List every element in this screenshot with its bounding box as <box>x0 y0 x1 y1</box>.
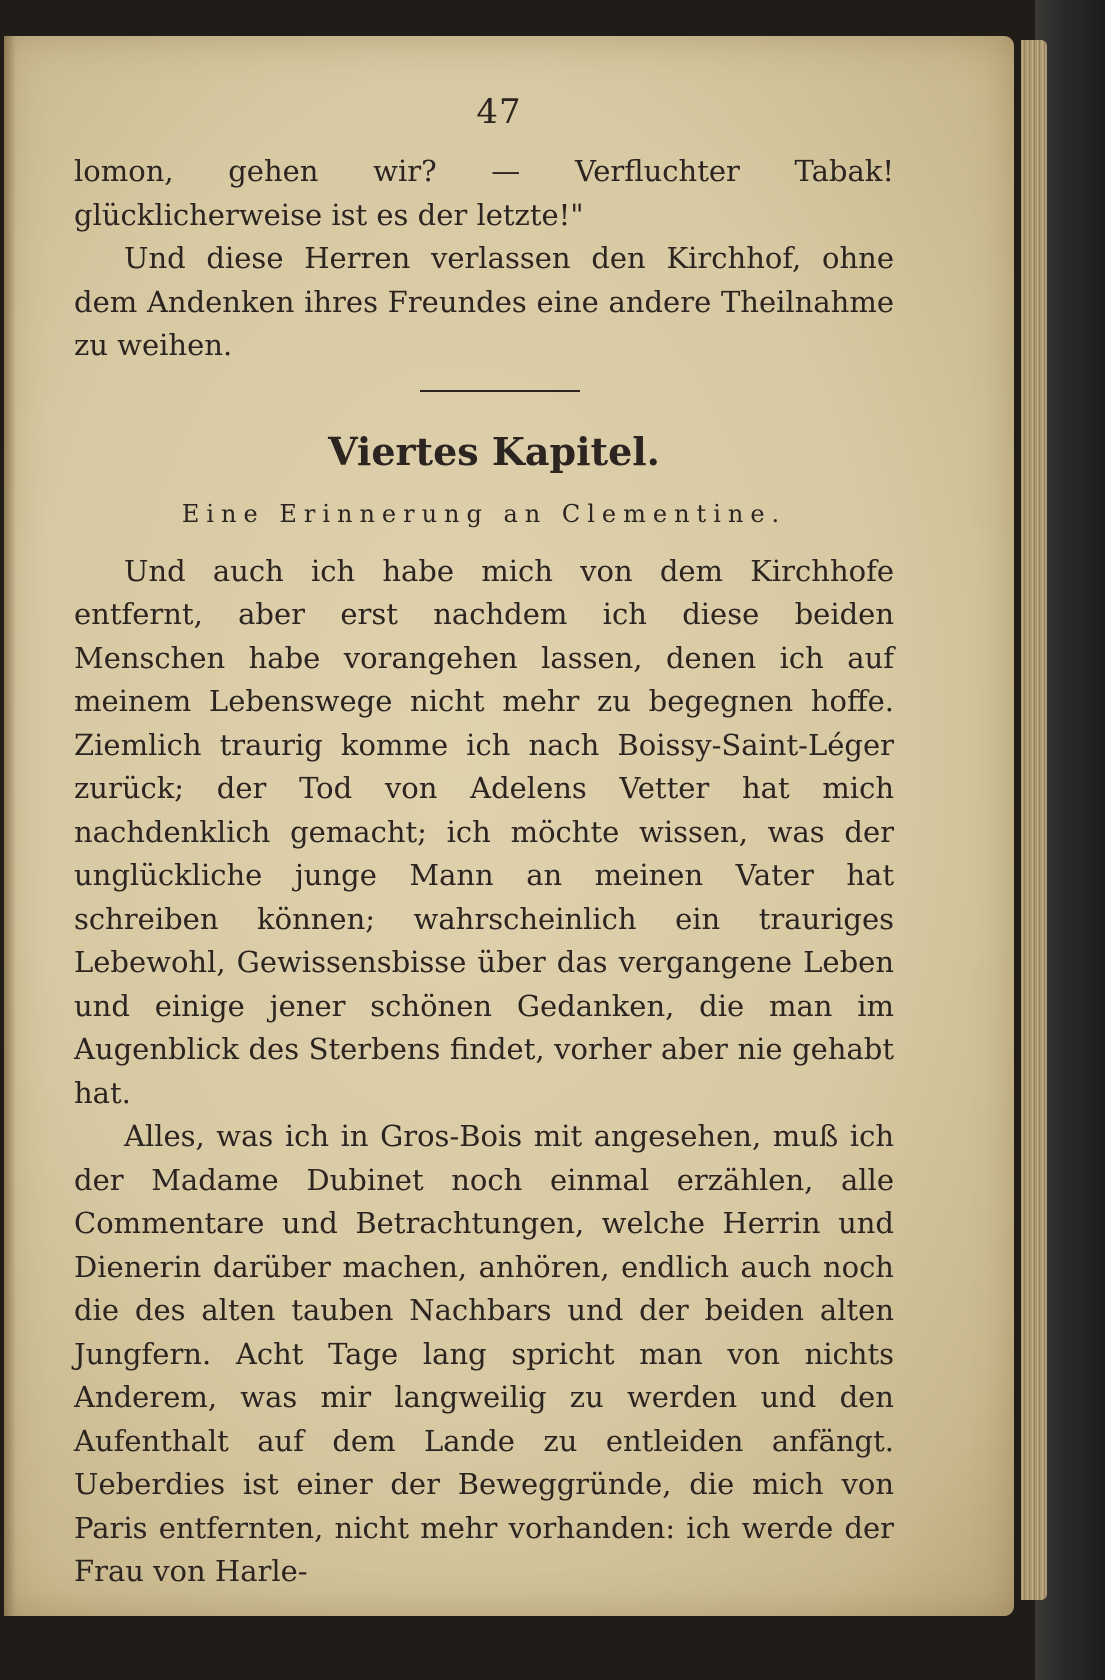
page-gutter-shadow <box>4 36 16 1616</box>
page-number: 47 <box>476 92 522 132</box>
page-content <box>74 92 894 1594</box>
book-page <box>4 36 1014 1616</box>
page-stack-edges <box>1021 40 1047 1600</box>
section-divider <box>420 390 580 392</box>
opening-paragraph: lomon, gehen wir? — Verfluchter Tabak! glücklicherweise ist es der letzte!" <box>74 154 894 232</box>
chapter-title: Viertes Kapitel. <box>328 428 660 474</box>
body-paragraph-2: Alles, was ich in Gros-Bois mit angesehen, muß ich der Madame Dubinet noch einmal erzählen, alle Commentare und Betrachtungen, welche Herrin und Dienerin darüber machen, anhören, endlich auch noch die des alten tauben Nachbars und der beiden alten Jungfern. Acht Tage lang spricht man von nichts Anderem, was mir langweilig zu werden und den Aufenthalt auf dem Lande zu entleiden anfängt. Ueberdies ist einer der Beweggründe, die mich von Paris entfernten, nicht mehr vorhanden: ich werde der Frau von Harle- <box>74 1119 894 1588</box>
chapter-subtitle: Eine Erinnerung an Clementine. <box>181 499 787 528</box>
closing-paragraph: Und diese Herren verlassen den Kirchhof, ohne dem Andenken ihres Freundes eine andere Theilnahme zu weihen. <box>74 241 894 362</box>
body-paragraph-1: Und auch ich habe mich von dem Kirchhofe entfernt, aber erst nachdem ich diese beiden Menschen habe vorangehen lassen, denen ich auf meinem Lebenswege nicht mehr zu begegnen hoffe. Ziemlich traurig komme ich nach Boissy-Saint-Léger zurück; der Tod von Adelens Vetter hat mich nachdenklich gemacht; ich möchte wissen, was der unglückliche junge Mann an meinen Vater hat schreiben können; wahrscheinlich ein trauriges Lebewohl, Gewissensbisse über das vergangene Leben und einige jener schönen Gedanken, die man im Augenblick des Sterbens findet, vorher aber nie gehabt hat. <box>74 553 894 1110</box>
